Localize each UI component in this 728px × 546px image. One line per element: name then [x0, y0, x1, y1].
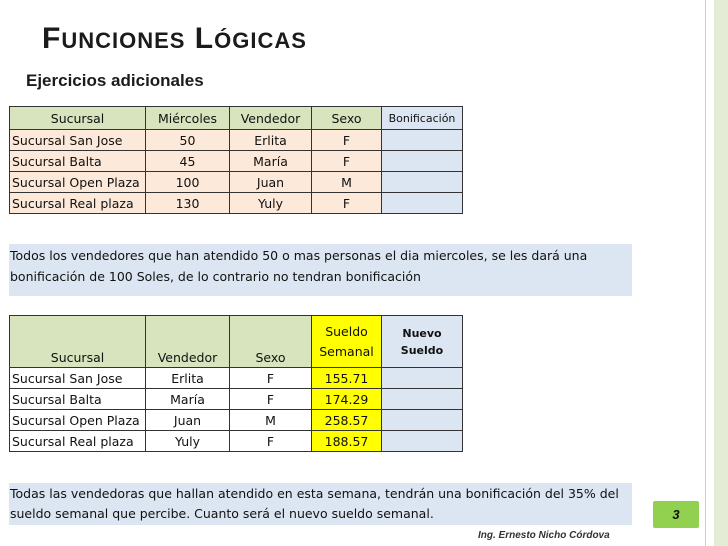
table-row: [10, 389, 463, 410]
cell-sucursal: Sucursal Real plaza: [10, 431, 146, 452]
cell-miercoles: 45: [146, 151, 230, 172]
header-miercoles: Miércoles: [146, 107, 230, 130]
cell-sexo: F: [312, 151, 382, 172]
cell-sucursal: Sucursal Open Plaza: [10, 172, 146, 193]
cell-bonificacion[interactable]: [382, 193, 463, 214]
cell-nuevo-sueldo[interactable]: [382, 368, 463, 389]
header-sucursal: Sucursal: [10, 316, 146, 368]
slide-subtitle: Ejercicios adicionales: [26, 71, 204, 90]
header-vendedor: Vendedor: [230, 107, 312, 130]
exercise-2-instructions: Todas las vendedoras que hallan atendido en esta semana, tendrán una bonificación del 35% del sueldo semanal que percibe. Cuanto será el nuevo sueldo semanal.: [9, 483, 632, 525]
cell-bonificacion[interactable]: [382, 172, 463, 193]
header-bonificacion: Bonificación: [382, 107, 463, 130]
cell-sucursal: Sucursal Balta: [10, 151, 146, 172]
cell-sexo: F: [312, 193, 382, 214]
cell-vendedor: María: [146, 389, 230, 410]
table-row: [10, 431, 463, 452]
header-sexo: Sexo: [230, 316, 312, 368]
cell-sucursal: Sucursal Balta: [10, 389, 146, 410]
cell-sueldo-semanal: 155.71: [312, 368, 382, 389]
cell-sexo: M: [312, 172, 382, 193]
header-nuevo-sueldo: Nuevo Sueldo: [382, 316, 463, 368]
cell-vendedor: Erlita: [146, 368, 230, 389]
table-row: [10, 172, 463, 193]
cell-bonificacion[interactable]: [382, 151, 463, 172]
cell-sexo: F: [230, 431, 312, 452]
cell-miercoles: 100: [146, 172, 230, 193]
table-row: [10, 193, 463, 214]
cell-bonificacion[interactable]: [382, 130, 463, 151]
slide-title: FUNCIONES LÓGICAS: [42, 22, 307, 55]
cell-nuevo-sueldo[interactable]: [382, 410, 463, 431]
table-row: [10, 151, 463, 172]
author-credit: Ing. Ernesto Nicho Córdova: [478, 530, 610, 541]
salary-table: [9, 315, 463, 452]
cell-vendedor: Yuly: [146, 431, 230, 452]
right-decoration-bar: [714, 0, 728, 546]
header-sexo: Sexo: [312, 107, 382, 130]
cell-sexo: F: [230, 389, 312, 410]
table-row: [10, 130, 463, 151]
cell-miercoles: 50: [146, 130, 230, 151]
table-header-row: [10, 107, 463, 130]
cell-sueldo-semanal: 174.29: [312, 389, 382, 410]
cell-sexo: F: [230, 368, 312, 389]
cell-nuevo-sueldo[interactable]: [382, 389, 463, 410]
header-sueldo-semanal: Sueldo Semanal: [312, 316, 382, 368]
cell-vendedor: María: [230, 151, 312, 172]
cell-sueldo-semanal: 258.57: [312, 410, 382, 431]
cell-sucursal: Sucursal San Jose: [10, 368, 146, 389]
cell-sexo: M: [230, 410, 312, 431]
cell-vendedor: Yuly: [230, 193, 312, 214]
cell-vendedor: Juan: [146, 410, 230, 431]
exercise-1-instructions: Todos los vendedores que han atendido 50 o mas personas el dia miercoles, se les dará una bonificación de 100 Soles, de lo contrario no tendran bonificación: [9, 244, 632, 296]
right-decoration-line: [705, 0, 706, 546]
header-vendedor: Vendedor: [146, 316, 230, 368]
table-row: [10, 368, 463, 389]
cell-miercoles: 130: [146, 193, 230, 214]
cell-sucursal: Sucursal Open Plaza: [10, 410, 146, 431]
header-sucursal: Sucursal: [10, 107, 146, 130]
cell-sucursal: Sucursal San Jose: [10, 130, 146, 151]
cell-vendedor: Erlita: [230, 130, 312, 151]
cell-vendedor: Juan: [230, 172, 312, 193]
cell-sucursal: Sucursal Real plaza: [10, 193, 146, 214]
cell-sueldo-semanal: 188.57: [312, 431, 382, 452]
cell-sexo: F: [312, 130, 382, 151]
page-number-badge: 3: [653, 501, 699, 528]
cell-nuevo-sueldo[interactable]: [382, 431, 463, 452]
table-header-row: [10, 316, 463, 368]
table-row: [10, 410, 463, 431]
attendance-table: [9, 106, 463, 214]
